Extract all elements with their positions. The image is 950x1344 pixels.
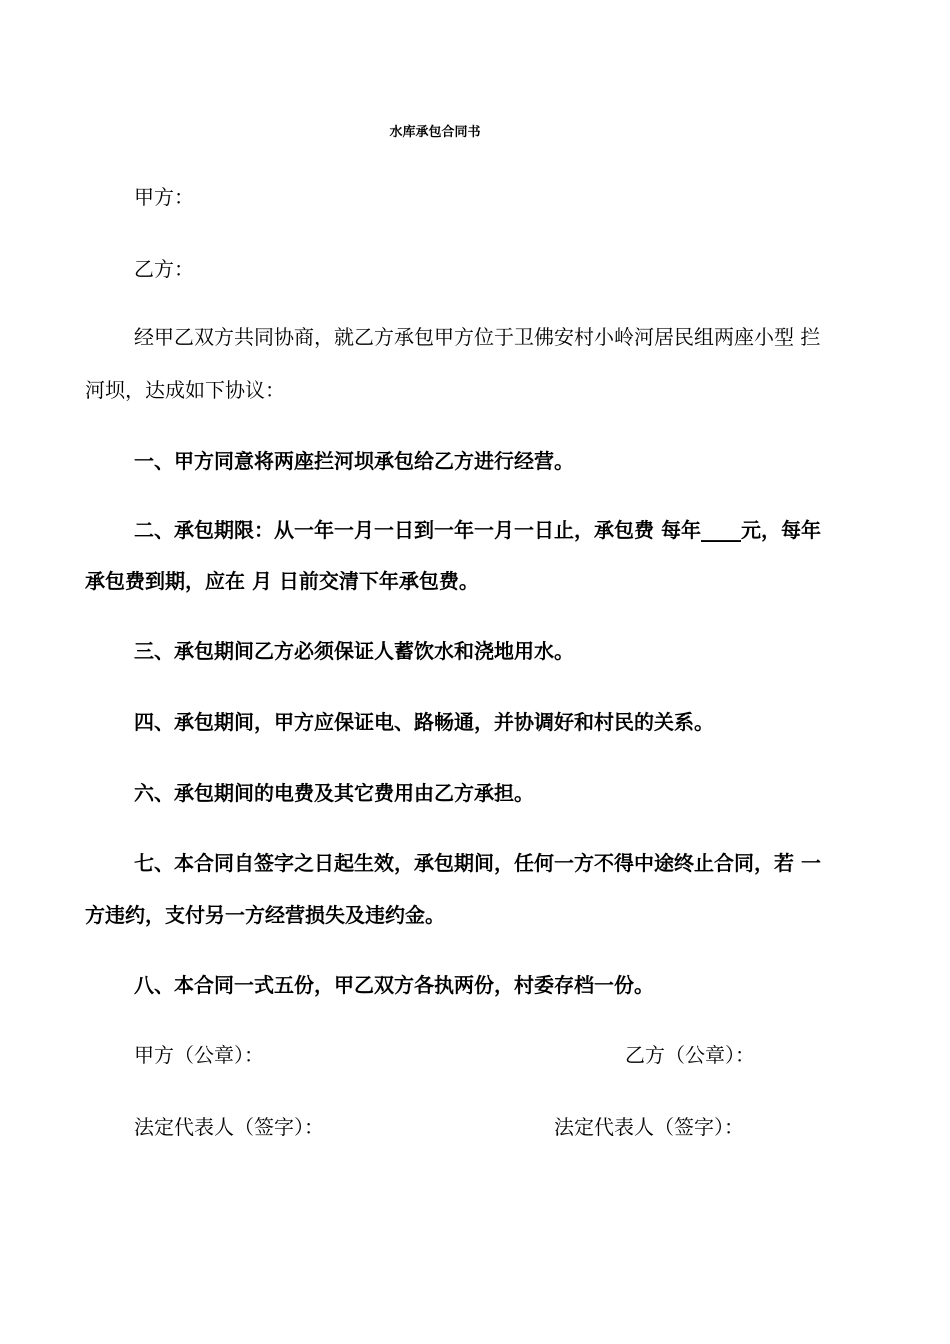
intro-paragraph-line-2: 河坝，达成如下协议：: [85, 378, 285, 402]
clause-2-line-2: 承包费到期，应在 月 日前交清下年承包费。: [85, 569, 479, 593]
clause-7-line-1: 七、本合同自签字之日起生效，承包期间，任何一方不得中途终止合同，若 一: [134, 851, 821, 875]
clause-8: 八、本合同一式五份，甲乙双方各执两份，村委存档一份。: [134, 973, 654, 997]
clause-4: 四、承包期间，甲方应保证电、路畅通，并协调好和村民的关系。: [134, 710, 714, 734]
clause-7-line-2: 方违约，支付另一方经营损失及违约金。: [85, 903, 445, 927]
party-a-label: 甲方：: [134, 185, 194, 209]
document-title: 水库承包合同书: [389, 125, 481, 140]
party-a-representative-label: 法定代表人（签字）：: [134, 1115, 324, 1139]
clause-2-line-1: 二、承包期限：从一年一月一日到一年一月一日止，承包费 每年____元，每年: [134, 518, 821, 542]
intro-paragraph-line-1: 经甲乙双方共同协商，就乙方承包甲方位于卫佛安村小岭河居民组两座小型 拦: [134, 325, 821, 349]
party-b-seal-label: 乙方（公章）：: [625, 1043, 755, 1067]
party-b-label: 乙方：: [134, 257, 194, 281]
clause-1: 一、甲方同意将两座拦河坝承包给乙方进行经营。: [134, 449, 574, 473]
clause-6: 六、承包期间的电费及其它费用由乙方承担。: [134, 781, 534, 805]
party-b-representative-label: 法定代表人（签字）：: [554, 1115, 744, 1139]
clause-3: 三、承包期间乙方必须保证人蓄饮水和浇地用水。: [134, 639, 574, 663]
party-a-seal-label: 甲方（公章）：: [134, 1043, 264, 1067]
